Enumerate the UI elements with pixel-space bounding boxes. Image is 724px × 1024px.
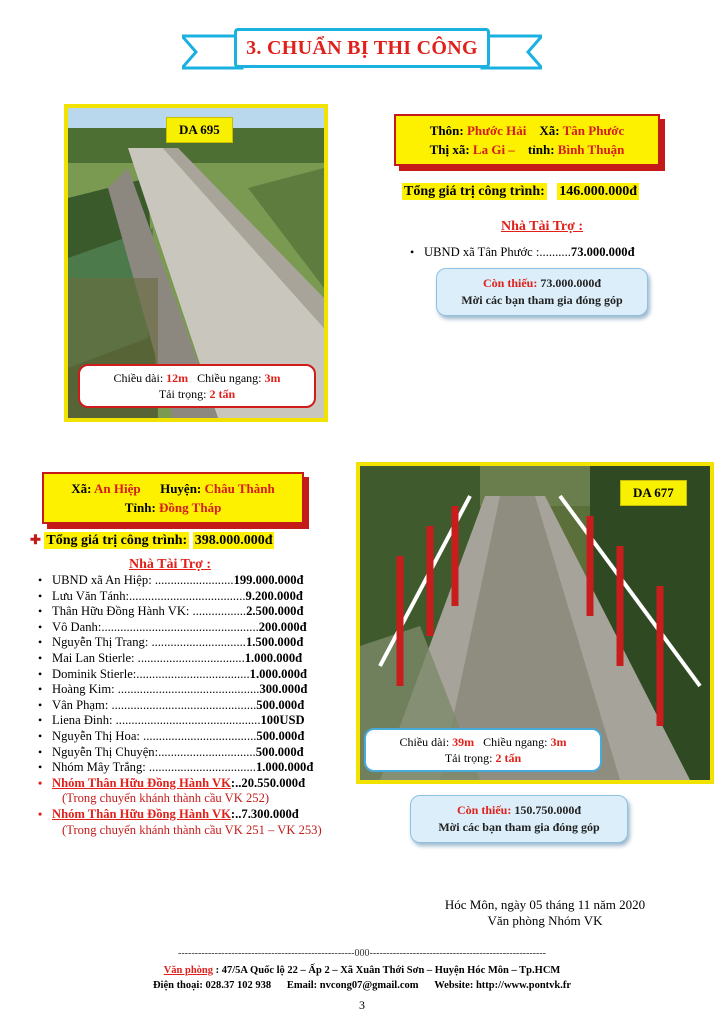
- length-label: Chiều dài:: [113, 371, 164, 385]
- address: : 47/5A Quốc lộ 22 – Ấp 2 – Xã Xuân Thới Sơn – Huyện Hóc Môn – Tp.HCM: [215, 965, 561, 976]
- missing-box-2: [410, 795, 628, 843]
- email-link[interactable]: Email: nvcong07@gmail.com: [286, 980, 419, 991]
- sponsor-amount: 1.500.000đ: [245, 635, 304, 650]
- signature-block: [420, 897, 670, 929]
- arrow-bullet-icon: ✚: [30, 532, 41, 547]
- missing-box-1: [436, 268, 648, 316]
- missing-label: Còn thiếu:: [482, 276, 538, 290]
- commune-value: Tân Phước: [562, 123, 625, 138]
- office-label: Văn phòng: [163, 965, 214, 976]
- missing-amount: 150.750.000đ: [514, 803, 582, 817]
- section-title: 3. CHUẨN BỊ THI CÔNG: [234, 28, 490, 68]
- sponsor-amount: 500.000đ: [256, 697, 305, 712]
- sponsor-item: [34, 745, 322, 761]
- location-box-2: [42, 472, 304, 524]
- sponsor-item: [34, 698, 322, 714]
- sponsor-name: Nguyễn Thị Chuyện:...............................: [52, 744, 256, 759]
- sponsor-amount: 100USD: [260, 713, 305, 728]
- sponsor-item: [34, 760, 322, 776]
- sponsor-name: Hoàng Kim: .............................................: [52, 682, 260, 697]
- invite-text: Mời các bạn tham gia đóng góp: [438, 820, 600, 834]
- sponsor-item: [34, 667, 322, 683]
- province-value: Bình Thuận: [557, 142, 625, 157]
- sponsor-amount: 199.000.000đ: [233, 573, 304, 587]
- province-label: Tỉnh:: [124, 500, 156, 515]
- length-value: 12m: [166, 371, 189, 385]
- width-label: Chiều ngang:: [197, 371, 262, 385]
- office-name: Văn phòng Nhóm VK: [487, 913, 603, 928]
- commune-value: An Hiệp: [94, 481, 141, 496]
- sponsor-title-1: Nhà Tài Trợ :: [500, 219, 584, 234]
- total-amount: 398.000.000đ: [194, 533, 273, 548]
- sponsor-title-2: Nhà Tài Trợ :: [128, 557, 212, 572]
- sponsor-amount: 500.000đ: [255, 744, 304, 759]
- sponsor-amount: 1.000.000đ: [249, 666, 308, 681]
- load-value: 2 tấn: [209, 387, 236, 401]
- load-value: 2 tấn: [495, 751, 522, 765]
- sponsor-name: Mai Lan Stierle: ..................................: [52, 650, 245, 665]
- load-label: Tải trọng:: [444, 751, 493, 765]
- sponsor-amount: 1.000.000đ: [244, 650, 303, 665]
- province-value: Đồng Tháp: [159, 500, 222, 515]
- sponsor-amount: 73.000.000đ: [570, 245, 635, 259]
- invite-text: Mời các bạn tham gia đóng góp: [461, 293, 623, 307]
- group-sponsor-item: [34, 807, 322, 823]
- group-note: (Trong chuyến khánh thành cầu VK 251 – VK 253): [62, 822, 322, 837]
- province-label: tỉnh:: [527, 142, 555, 157]
- sponsor-name: Nhóm Mây Trắng: ..................................: [52, 760, 256, 775]
- sponsor-amount: 2.500.000đ: [246, 604, 304, 619]
- group-note: (Trong chuyến khánh thành cầu VK 252): [62, 791, 270, 806]
- village-value: Phước Hải: [466, 123, 527, 138]
- sponsor-item: [34, 729, 322, 745]
- sponsor-item: [34, 682, 322, 698]
- district-value: Châu Thành: [204, 481, 275, 496]
- width-value: 3m: [264, 371, 281, 385]
- section-title-ribbon: [182, 22, 542, 74]
- location-box-1: [394, 114, 660, 166]
- sponsor-name: Dominik Stierle:....................................: [52, 666, 250, 681]
- width-label: Chiều ngang:: [483, 735, 548, 749]
- total-value-1: [402, 184, 639, 200]
- total-value-2: [30, 532, 274, 549]
- load-label: Tải trọng:: [158, 387, 207, 401]
- sponsor-item: [34, 573, 322, 589]
- length-label: Chiều dài:: [399, 735, 450, 749]
- sponsor-name: Nguyễn Thị Hoa: ....................................: [52, 728, 257, 743]
- sponsor-name: UBND xã An Hiệp: .........................: [52, 573, 234, 587]
- sponsor-name: Lưu Văn Tánh:.....................................: [52, 588, 246, 603]
- commune-label: Xã:: [539, 123, 560, 138]
- group-amount: :..20.550.000đ: [230, 775, 306, 790]
- sponsor-name: Thân Hữu Đồng Hành VK: .................: [52, 604, 247, 619]
- sponsor-item: [406, 245, 635, 261]
- sponsor-name: Vân Phạm: ..............................................: [52, 697, 257, 712]
- width-value: 3m: [550, 735, 567, 749]
- sponsor-amount: 300.000đ: [259, 682, 308, 697]
- footer: [0, 963, 724, 993]
- project-code-tag: DA 677: [620, 480, 687, 506]
- sponsor-item: [34, 604, 322, 620]
- village-label: Thôn:: [429, 123, 464, 138]
- project-code-tag: DA 695: [166, 117, 233, 143]
- total-amount: 146.000.000đ: [559, 184, 638, 199]
- sponsor-item: [34, 713, 322, 729]
- town-label: Thị xã:: [429, 142, 470, 157]
- dimensions-box: [364, 728, 602, 772]
- sponsor-name: Nguyễn Thị Trang: ..............................: [52, 635, 246, 650]
- sponsor-item: [34, 589, 322, 605]
- group-amount: :..7.300.000đ: [230, 806, 299, 821]
- length-value: 39m: [452, 735, 475, 749]
- total-label: Tổng giá trị công trình:: [404, 184, 545, 199]
- sponsor-amount: 500.000đ: [256, 728, 305, 743]
- sponsor-name: Vô Danh:..................................................: [52, 619, 259, 634]
- sponsor-name: UBND xã Tân Phước :..........: [424, 245, 571, 259]
- district-label: Huyện:: [160, 481, 202, 496]
- missing-amount: 73.000.000đ: [540, 276, 602, 290]
- sponsor-amount: 200.000đ: [258, 619, 307, 634]
- phone: Điện thoại: 028.37 102 938: [152, 980, 272, 991]
- dimensions-box: [78, 364, 316, 408]
- total-label: Tổng giá trị công trình:: [46, 533, 188, 548]
- sponsor-name: Liena Đinh: ..............................................: [52, 713, 261, 728]
- page-number: 3: [359, 998, 365, 1012]
- sponsor-list-1: [406, 245, 635, 261]
- sponsor-item: [34, 620, 322, 636]
- group-name: Nhóm Thân Hữu Đồng Hành VK: [52, 806, 231, 821]
- town-value: La Gi –: [472, 142, 515, 157]
- website-link[interactable]: Website: http://www.pontvk.fr: [434, 980, 572, 991]
- missing-label: Còn thiếu:: [456, 803, 512, 817]
- commune-label: Xã:: [71, 481, 92, 496]
- date-line: Hóc Môn, ngày 05 tháng 11 năm 2020: [444, 897, 646, 912]
- group-name: Nhóm Thân Hữu Đồng Hành VK: [52, 775, 231, 790]
- sponsor-item: [34, 651, 322, 667]
- sponsor-list-2: [34, 573, 322, 838]
- sponsor-amount: 1.000.000đ: [255, 760, 314, 775]
- group-sponsor-item: [34, 776, 322, 792]
- sponsor-item: [34, 635, 322, 651]
- sponsor-amount: 9.200.000đ: [245, 588, 303, 603]
- footer-divider: -----------------------------------------------------000-----------------------------------------------------: [178, 948, 546, 959]
